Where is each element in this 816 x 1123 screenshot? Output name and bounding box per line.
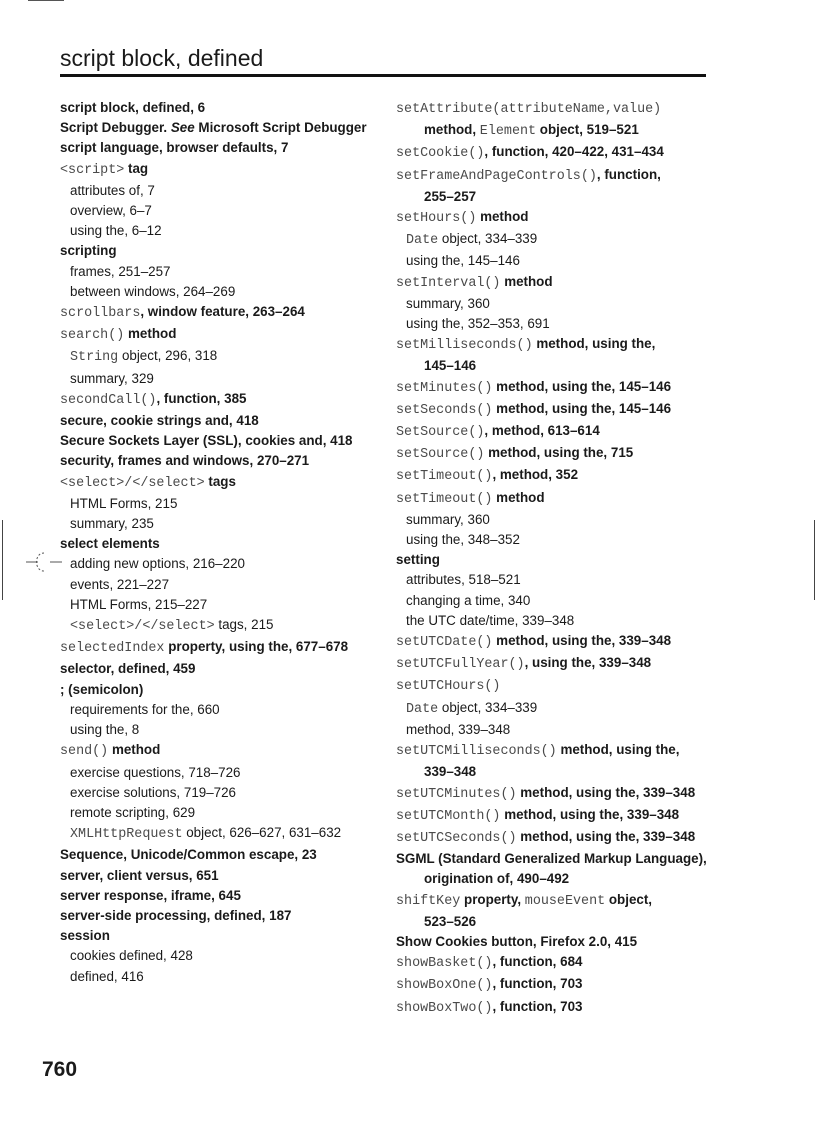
index-entry-continuation: [396, 869, 756, 889]
index-text: setFrameAndPageControls(): [396, 168, 597, 184]
index-text: adding new options, 216–220: [70, 556, 245, 572]
index-text: method, using the, 715: [484, 445, 634, 461]
page-header-title: script block, defined: [60, 45, 264, 71]
index-text: using the, 348–352: [406, 532, 520, 548]
crop-mark: [28, 0, 64, 1]
index-text: summary, 235: [70, 516, 154, 532]
index-text: XMLHttpRequest: [70, 827, 183, 843]
index-subentry: [60, 514, 405, 534]
index-entry: [396, 421, 756, 443]
index-text: method,: [424, 122, 480, 138]
index-subentry: [60, 615, 405, 637]
index-text: showBoxTwo(): [396, 1000, 493, 1016]
index-text: object, 519–521: [536, 122, 639, 138]
index-text: mouseEvent: [524, 893, 606, 909]
index-text: summary, 329: [70, 370, 154, 386]
index-entry: [60, 534, 405, 554]
index-text: tags: [204, 473, 236, 489]
index-text: , function,: [596, 166, 661, 182]
index-text: <select>/</select>: [70, 619, 215, 635]
index-text: events, 221–227: [70, 576, 170, 592]
index-text: 339–348: [424, 764, 477, 780]
index-text: script language, browser defaults, 7: [60, 140, 289, 156]
index-entry-continuation: [396, 912, 756, 932]
index-text: method: [124, 326, 177, 342]
index-entry: [396, 932, 756, 952]
index-entry: [60, 886, 405, 906]
index-text: scrollbars: [60, 306, 141, 322]
index-text: cookies defined, 428: [70, 948, 193, 964]
index-text: server-side processing, defined, 187: [60, 907, 292, 923]
index-entry: [396, 488, 756, 510]
index-text: , function, 703: [492, 998, 583, 1014]
index-entry: [60, 637, 405, 659]
index-text: remote scripting, 629: [70, 804, 196, 820]
index-text: using the, 352–353, 691: [406, 316, 550, 332]
index-entry: [396, 465, 756, 487]
index-text: search(): [60, 328, 125, 344]
index-text: property, using the, 677–678: [164, 639, 349, 655]
index-subentry: [60, 181, 405, 201]
index-entry: [396, 805, 756, 827]
index-entry: [60, 431, 405, 451]
index-entry: [396, 165, 756, 187]
index-entry: [396, 974, 756, 996]
index-text: summary, 360: [406, 295, 490, 311]
index-entry: [396, 952, 756, 974]
index-text: server response, iframe, 645: [60, 887, 241, 903]
index-text: , window feature, 263–264: [140, 304, 305, 320]
index-text: String: [70, 350, 119, 366]
index-entry: [60, 159, 405, 181]
index-text: select elements: [60, 536, 160, 552]
index-text: , function, 703: [492, 976, 583, 992]
index-text: Date: [406, 701, 439, 717]
index-entry: [60, 659, 405, 679]
index-text: using the, 8: [70, 722, 140, 738]
index-text: method, using the, 145–146: [492, 378, 672, 394]
index-entry: [396, 443, 756, 465]
index-text: See: [170, 120, 195, 136]
index-text: object, 626–627, 631–632: [182, 825, 342, 841]
index-entry: [60, 680, 405, 700]
index-text: <script>: [60, 162, 125, 178]
index-subentry: [396, 720, 756, 740]
index-subentry: [60, 554, 405, 574]
index-entry: [60, 740, 405, 762]
index-entry: [396, 272, 756, 294]
index-subentry: [60, 262, 405, 282]
index-text: setMilliseconds(): [396, 338, 533, 354]
index-entry: [60, 324, 405, 346]
right-edge-mark: [814, 520, 815, 600]
index-subentry: [60, 369, 405, 389]
index-entry-continuation: [396, 762, 756, 782]
index-entry: [396, 740, 756, 762]
page-number: 760: [42, 1058, 78, 1081]
index-text: method, 339–348: [406, 721, 511, 737]
index-text: HTML Forms, 215–227: [70, 596, 208, 612]
index-text: frames, 251–257: [70, 263, 171, 279]
index-text: showBoxOne(): [396, 978, 493, 994]
index-entry: [60, 411, 405, 431]
index-text: , using the, 339–348: [524, 655, 652, 671]
index-text: , function, 684: [492, 954, 583, 970]
index-subentry: [396, 229, 756, 251]
index-subentry: [60, 967, 405, 987]
index-text: setAttribute(attributeName,value): [396, 102, 662, 117]
index-text: the UTC date/time, 339–348: [406, 612, 575, 628]
index-text: setMinutes(): [396, 380, 493, 396]
index-subentry: [396, 294, 756, 314]
index-text: Date: [406, 233, 439, 249]
index-entry-continuation: [396, 120, 756, 142]
index-entry: [60, 906, 405, 926]
index-text: secure, cookie strings and, 418: [60, 413, 259, 429]
index-text: setInterval(): [396, 275, 501, 291]
index-text: 255–257: [424, 188, 477, 204]
index-subentry: [60, 282, 405, 302]
index-text: shiftKey: [396, 893, 461, 909]
index-text: server, client versus, 651: [60, 867, 219, 883]
index-subentry: [60, 494, 405, 514]
index-text: requirements for the, 660: [70, 701, 220, 717]
index-text: secondCall(): [60, 392, 157, 408]
index-text: , method, 352: [492, 467, 579, 483]
index-text: object, 334–339: [438, 231, 538, 247]
index-text: method, using the, 339–348: [516, 828, 696, 844]
index-text: selector, defined, 459: [60, 661, 196, 677]
index-text: using the, 145–146: [406, 253, 520, 269]
index-text: method, using the,: [532, 336, 656, 352]
index-subentry: [60, 575, 405, 595]
index-text: setUTCHours(): [396, 679, 501, 695]
header-rule: [60, 74, 706, 77]
index-entry: [396, 827, 756, 849]
index-subentry: [60, 946, 405, 966]
index-entry: [396, 550, 756, 570]
index-text: 145–146: [424, 358, 477, 374]
index-subentry: [396, 591, 756, 611]
index-text: SetSource(): [396, 425, 485, 441]
index-text: setting: [396, 552, 440, 568]
index-entry: [60, 302, 405, 324]
index-entry-continuation: [396, 187, 756, 207]
index-text: exercise solutions, 719–726: [70, 784, 237, 800]
index-text: Element: [479, 124, 537, 140]
index-subentry: [396, 530, 756, 550]
index-text: , method, 613–614: [484, 423, 600, 439]
index-entry: [396, 675, 756, 697]
index-text: method: [476, 209, 529, 225]
index-subentry: [60, 221, 405, 241]
index-text: Sequence, Unicode/Common escape, 23: [60, 847, 317, 863]
index-text: using the, 6–12: [70, 223, 162, 239]
index-text: ; (semicolon): [60, 681, 144, 697]
index-text: setUTCSeconds(): [396, 830, 517, 846]
index-entry: [396, 890, 756, 912]
index-entry: [396, 783, 756, 805]
left-edge-mark: [2, 520, 3, 600]
index-subentry: [396, 611, 756, 631]
index-subentry: [60, 763, 405, 783]
index-entry: [396, 334, 756, 356]
index-subentry: [60, 823, 405, 845]
index-text: setSeconds(): [396, 402, 493, 418]
index-text: scripting: [60, 243, 117, 259]
index-text: summary, 360: [406, 511, 490, 527]
index-text: tag: [124, 160, 149, 176]
index-subentry: [60, 700, 405, 720]
index-entry: [396, 98, 756, 120]
index-text: Show Cookies button, Firefox 2.0, 415: [396, 933, 638, 949]
index-text: overview, 6–7: [70, 203, 152, 219]
index-text: security, frames and windows, 270–271: [60, 453, 310, 469]
index-text: object, 334–339: [438, 699, 538, 715]
index-text: setUTCMilliseconds(): [396, 744, 557, 760]
index-text: method, using the,: [556, 742, 680, 758]
index-text: , function, 385: [156, 390, 247, 406]
index-text: property,: [460, 891, 525, 907]
index-text: method, using the, 339–348: [500, 806, 680, 822]
index-text: setUTCMinutes(): [396, 786, 517, 802]
index-text: attributes of, 7: [70, 182, 155, 198]
index-text: send(): [60, 744, 109, 760]
index-text: method: [500, 273, 553, 289]
index-subentry: [396, 510, 756, 530]
index-text: exercise questions, 718–726: [70, 764, 241, 780]
index-entry: [60, 451, 405, 471]
index-subentry: [60, 346, 405, 368]
index-entry: [60, 926, 405, 946]
index-text: setCookie(): [396, 146, 485, 162]
index-subentry: [60, 803, 405, 823]
index-entry: [60, 472, 405, 494]
index-entry: [60, 98, 405, 118]
index-subentry: [60, 595, 405, 615]
index-text: object, 296, 318: [118, 348, 218, 364]
index-entry: [396, 399, 756, 421]
index-text: between windows, 264–269: [70, 283, 236, 299]
index-text: defined, 416: [70, 968, 144, 984]
index-entry: [60, 118, 405, 138]
index-text: method: [492, 489, 545, 505]
index-text: setUTCDate(): [396, 635, 493, 651]
index-text: setSource(): [396, 447, 485, 463]
index-subentry: [396, 698, 756, 720]
index-text: 523–526: [424, 913, 477, 929]
index-entry: [396, 207, 756, 229]
index-text: showBasket(): [396, 956, 493, 972]
index-text: changing a time, 340: [406, 592, 531, 608]
index-text: script block, defined, 6: [60, 100, 206, 115]
index-entry: [60, 241, 405, 261]
index-text: SGML (Standard Generalized Markup Language),: [396, 851, 707, 867]
index-entry: [396, 142, 756, 164]
index-text: setTimeout(): [396, 469, 493, 485]
index-text: method, using the, 145–146: [492, 400, 672, 416]
index-subentry: [60, 783, 405, 803]
index-subentry: [396, 570, 756, 590]
index-text: , function, 420–422, 431–434: [484, 144, 664, 160]
index-text: method, using the, 339–348: [492, 633, 672, 649]
index-entry: [60, 845, 405, 865]
index-entry: [396, 849, 756, 869]
index-subentry: [60, 201, 405, 221]
index-subentry: [396, 251, 756, 271]
index-text: selectedIndex: [60, 641, 165, 657]
index-subentry: [60, 720, 405, 740]
index-column-right: [396, 98, 756, 1019]
index-text: setHours(): [396, 211, 477, 227]
index-text: setUTCMonth(): [396, 808, 501, 824]
index-text: Secure Sockets Layer (SSL), cookies and, 418: [60, 433, 353, 449]
index-text: tags, 215: [214, 617, 274, 633]
index-text: HTML Forms, 215: [70, 495, 178, 511]
index-entry-continuation: [396, 356, 756, 376]
index-entry: [396, 653, 756, 675]
index-text: attributes, 518–521: [406, 572, 521, 588]
index-entry: [396, 997, 756, 1019]
index-text: Microsoft Script Debugger: [194, 120, 367, 136]
index-text: setTimeout(): [396, 491, 493, 507]
index-text: origination of, 490–492: [424, 871, 570, 887]
index-entry: [60, 138, 405, 158]
index-text: method, using the, 339–348: [516, 784, 696, 800]
index-text: session: [60, 928, 110, 944]
index-text: setUTCFullYear(): [396, 657, 525, 673]
index-column-left: [60, 98, 405, 987]
index-text: <select>/</select>: [60, 475, 205, 491]
index-entry: [396, 631, 756, 653]
index-subentry: [396, 314, 756, 334]
index-text: method: [108, 742, 161, 758]
index-entry: [60, 389, 405, 411]
index-text: object,: [605, 891, 653, 907]
index-entry: [396, 377, 756, 399]
index-entry: [60, 866, 405, 886]
index-text: Script Debugger.: [60, 120, 171, 136]
